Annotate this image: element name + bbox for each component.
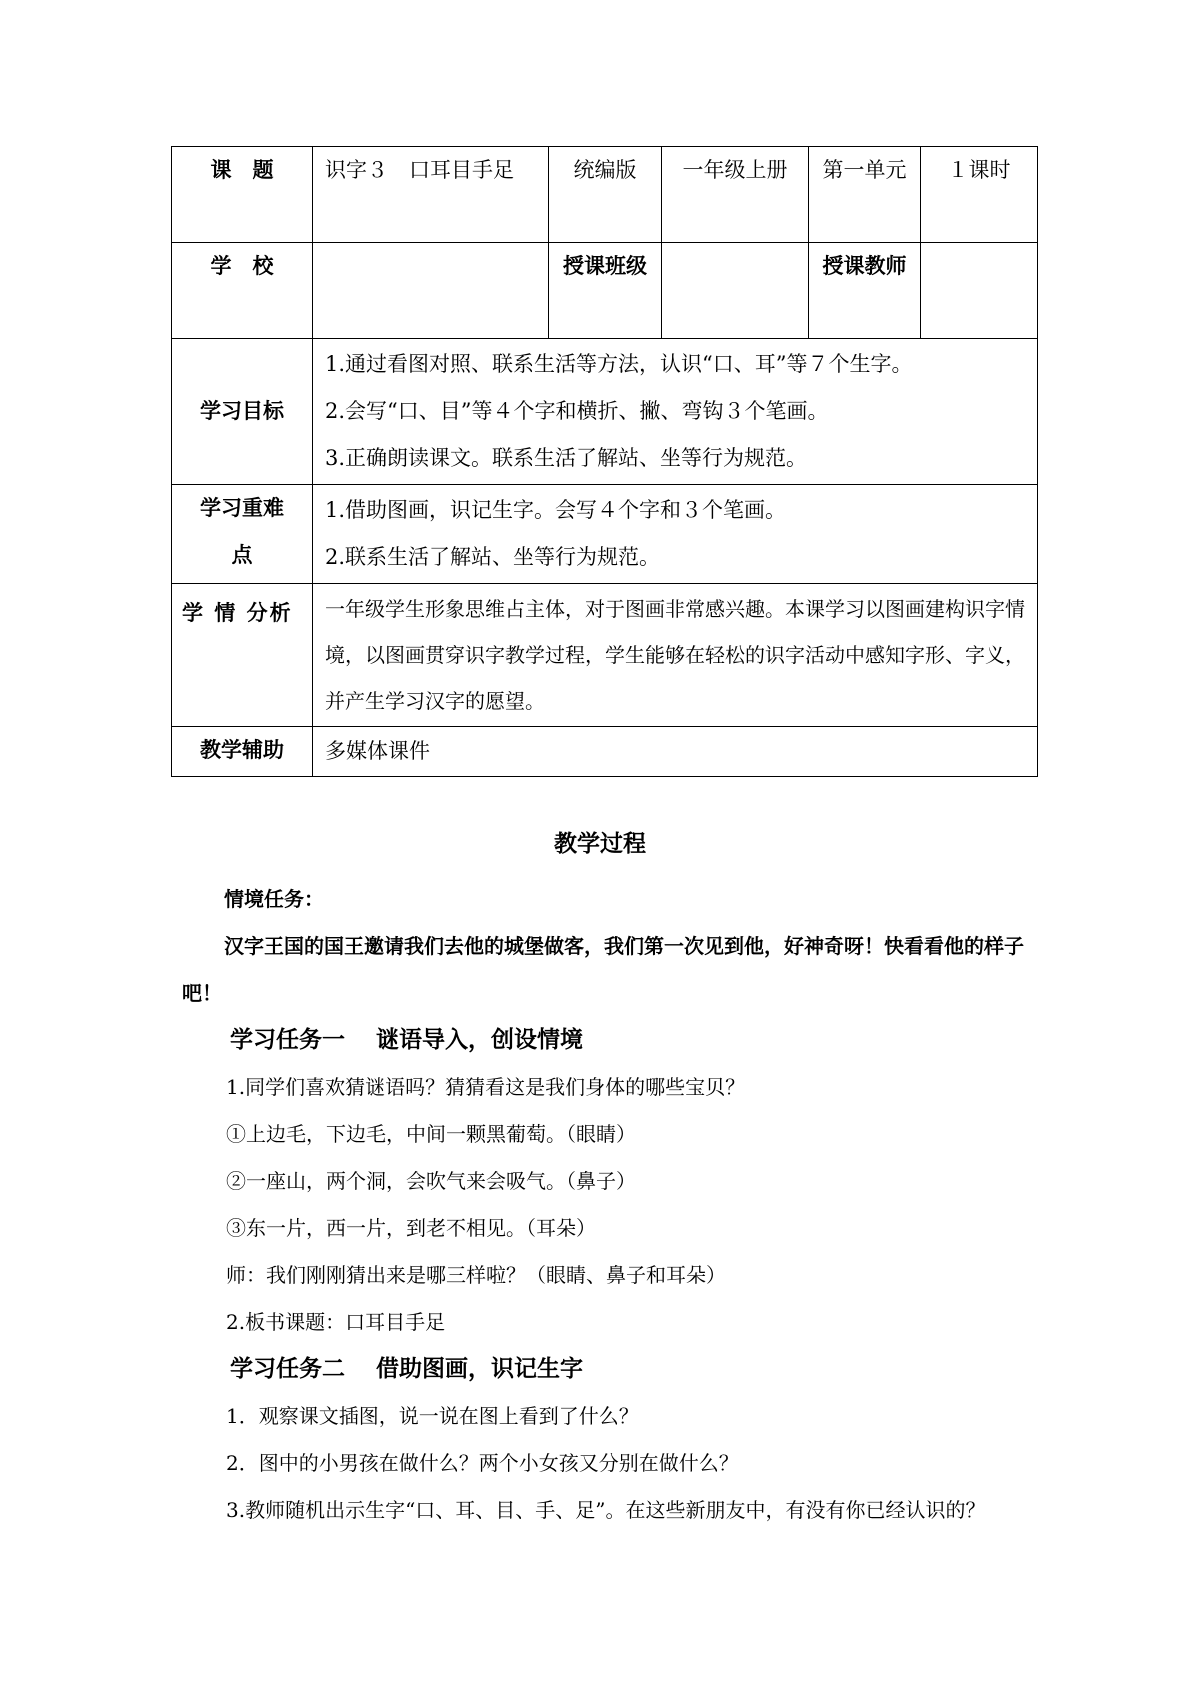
aids-value: 多媒体课件 — [313, 727, 1038, 777]
task1-line: ②一座山，两个洞，会吹气来会吸气。（鼻子） — [226, 1169, 636, 1193]
task2-line: 3.教师随机出示生字“口、耳、目、手、足”。在这些新朋友中，有没有你已经认识的？ — [226, 1498, 986, 1522]
aids-label: 教学辅助 — [172, 727, 313, 777]
task2-line: 2．图中的小男孩在做什么？两个小女孩又分别在做什么？ — [226, 1451, 739, 1475]
task1-line: 2.板书课题：口耳目手足 — [226, 1310, 446, 1334]
key-point-item: 2.联系生活了解站、坐等行为规范。 — [325, 545, 661, 569]
teacher-value — [921, 243, 1038, 339]
lesson-info-table — [171, 146, 1038, 777]
unit: 第一单元 — [809, 147, 921, 243]
class-value — [662, 243, 809, 339]
class-hours: １课时 — [921, 147, 1038, 243]
edition: 统编版 — [549, 147, 662, 243]
topic-label: 课 题 — [172, 147, 313, 243]
goals-label: 学习目标 — [172, 339, 313, 485]
task1-line: ③东一片，西一片，到老不相见。（耳朵） — [226, 1216, 596, 1240]
class-label: 授课班级 — [549, 243, 662, 339]
teacher-label: 授课教师 — [809, 243, 921, 339]
school-value — [313, 243, 549, 339]
table-row — [172, 485, 1038, 584]
task1-line: ①上边毛，下边毛，中间一颗黑葡萄。（眼睛） — [226, 1122, 636, 1146]
lesson-title: 识字３ 口耳目手足 — [313, 147, 549, 243]
goal-item: 1.通过看图对照、联系生活等方法，认识“口、耳”等７个生字。 — [325, 352, 913, 376]
grade: 一年级上册 — [662, 147, 809, 243]
table-row — [172, 727, 1038, 777]
task1-line: 1.同学们喜欢猜谜语吗？猜猜看这是我们身体的哪些宝贝？ — [226, 1075, 746, 1099]
analysis-text: 一年级学生形象思维占主体，对于图画非常感兴趣。本课学习以图画建构识字情境，以图画贯穿识字教学过程，学生能够在轻松的识字活动中感知字形、字义，并产生学习汉字的愿望。 — [313, 584, 1038, 727]
process-body — [182, 876, 1030, 1534]
table-row — [172, 339, 1038, 485]
goal-item: 2.会写“口、目”等４个字和横折、撇、弯钩３个笔画。 — [325, 399, 829, 423]
school-label: 学 校 — [172, 243, 313, 339]
key-points-list — [313, 485, 1038, 584]
table-row — [172, 584, 1038, 727]
table-row — [172, 147, 1038, 243]
key-point-item: 1.借助图画，识记生字。会写４个字和３个笔画。 — [325, 498, 787, 522]
task1-heading: 学习任务一 谜语导入，创设情境 — [230, 1027, 584, 1053]
scenario-text: 汉字王国的国王邀请我们去他的城堡做客，我们第一次见到他，好神奇呀！快看看他的样子吧！ — [182, 934, 1024, 1005]
key-points-label: 学习重难点 — [172, 485, 313, 584]
goal-item: 3.正确朗读课文。联系生活了解站、坐等行为规范。 — [325, 446, 808, 470]
task2-heading: 学习任务二 借助图画，识记生字 — [230, 1356, 584, 1382]
goals-list — [313, 339, 1038, 485]
task1-line: 师：我们刚刚猜出来是哪三样啦？（眼睛、鼻子和耳朵） — [226, 1263, 726, 1287]
analysis-label: 学 情 分析 — [172, 584, 313, 727]
scenario-label: 情境任务： — [224, 887, 324, 911]
task2-line: 1．观察课文插图，说一说在图上看到了什么？ — [226, 1404, 639, 1428]
table-row — [172, 243, 1038, 339]
section-title: 教学过程 — [554, 831, 646, 857]
